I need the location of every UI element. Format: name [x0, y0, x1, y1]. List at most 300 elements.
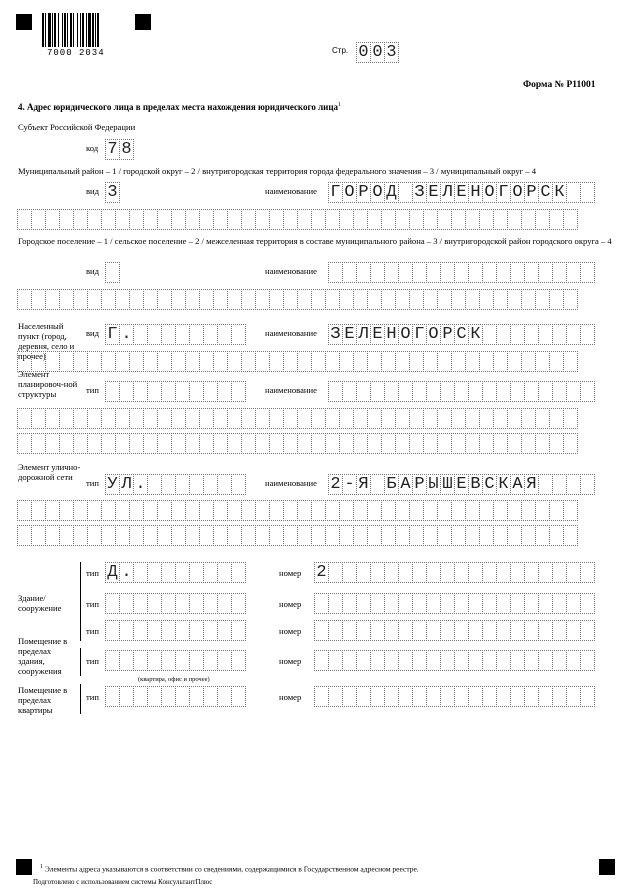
- char-cell: [213, 525, 228, 546]
- char-cell: [496, 262, 511, 283]
- char-cell: [566, 262, 581, 283]
- char-cell: [538, 650, 553, 671]
- street-name-label: наименование: [265, 478, 317, 488]
- char-cell: [479, 433, 494, 454]
- barcode-bar: [86, 13, 87, 47]
- char-cell: [157, 525, 172, 546]
- char-cell: [175, 620, 190, 641]
- char-cell: [241, 351, 256, 372]
- char-cell: [580, 650, 595, 671]
- char-cell: [465, 525, 480, 546]
- char-cell: [521, 433, 536, 454]
- char-cell: [496, 381, 511, 402]
- char-cell: [31, 500, 46, 521]
- char-cell: [227, 500, 242, 521]
- char-cell: [189, 686, 204, 707]
- char-cell: О: [370, 182, 385, 203]
- char-cell: [454, 381, 469, 402]
- char-cell: [437, 209, 452, 230]
- locality-label: Населенный пункт (город, деревня, село и прочее): [18, 321, 75, 361]
- char-cell: [175, 650, 190, 671]
- char-cell: О: [398, 324, 413, 345]
- char-cell: 2: [328, 474, 343, 495]
- char-cell: [105, 620, 120, 641]
- char-cell: [454, 562, 469, 583]
- char-cell: [395, 351, 410, 372]
- barcode-bar: [77, 13, 78, 47]
- char-cell: 8: [119, 139, 134, 160]
- char-cell: [440, 381, 455, 402]
- char-cell: [535, 289, 550, 310]
- char-cell: [549, 500, 564, 521]
- char-cell: [409, 408, 424, 429]
- settlement-name-label: наименование: [265, 266, 317, 276]
- char-cell: [367, 433, 382, 454]
- char-cell: [217, 593, 232, 614]
- char-cell: [465, 209, 480, 230]
- settlement-type-grid[interactable]: [105, 262, 119, 283]
- char-cell: [161, 474, 176, 495]
- char-cell: [563, 351, 578, 372]
- char-cell: [45, 525, 60, 546]
- char-cell: [426, 620, 441, 641]
- char-cell: [384, 620, 399, 641]
- char-cell: [189, 562, 204, 583]
- char-cell: [510, 650, 525, 671]
- char-cell: [185, 351, 200, 372]
- corner-marker-top-right: [135, 14, 151, 30]
- planning-type-grid[interactable]: [105, 381, 245, 402]
- char-cell: [426, 262, 441, 283]
- locality-name-grid-row2[interactable]: [17, 351, 577, 372]
- char-cell: О: [510, 182, 525, 203]
- planning-label: Элемент планировоч-ной структуры: [18, 369, 78, 399]
- char-cell: [328, 650, 343, 671]
- char-cell: [580, 620, 595, 641]
- char-cell: [521, 408, 536, 429]
- char-cell: [59, 408, 74, 429]
- char-cell: О: [426, 324, 441, 345]
- char-cell: [328, 620, 343, 641]
- char-cell: [157, 289, 172, 310]
- char-cell: [143, 351, 158, 372]
- char-cell: [381, 289, 396, 310]
- apartment-type-grid[interactable]: [105, 686, 245, 707]
- char-cell: [203, 650, 218, 671]
- char-cell: [87, 433, 102, 454]
- char-cell: [189, 381, 204, 402]
- char-cell: [493, 433, 508, 454]
- barcode-bar: [62, 13, 63, 47]
- char-cell: К: [496, 474, 511, 495]
- char-cell: [580, 686, 595, 707]
- char-cell: [213, 209, 228, 230]
- premises-type-grid[interactable]: [105, 650, 245, 671]
- barcode-bar: [67, 13, 68, 47]
- char-cell: [580, 562, 595, 583]
- locality-type-grid[interactable]: [105, 324, 245, 345]
- char-cell: [409, 433, 424, 454]
- premises-label: Помещение в пределах здания, сооружения: [18, 636, 68, 676]
- char-cell: [119, 650, 134, 671]
- municipal-name-label: наименование: [265, 186, 317, 196]
- char-cell: [412, 262, 427, 283]
- char-cell: [507, 525, 522, 546]
- char-cell: [496, 686, 511, 707]
- char-cell: [171, 351, 186, 372]
- prepared-by: Подготовлено с использованием системы КонсультантПлюс: [33, 878, 213, 886]
- char-cell: [566, 593, 581, 614]
- premises-type-label: тип: [86, 656, 99, 666]
- char-cell: [566, 650, 581, 671]
- char-cell: [115, 408, 130, 429]
- char-cell: [524, 620, 539, 641]
- char-cell: 0: [356, 42, 371, 63]
- char-cell: [147, 474, 162, 495]
- char-cell: [87, 351, 102, 372]
- char-cell: [451, 500, 466, 521]
- building-label: Здание/ сооружение: [18, 593, 62, 613]
- char-cell: З: [412, 182, 427, 203]
- planning-name-grid-row3[interactable]: [17, 433, 577, 454]
- char-cell: [17, 289, 32, 310]
- char-cell: [510, 620, 525, 641]
- char-cell: [311, 433, 326, 454]
- char-cell: [314, 650, 329, 671]
- char-cell: [496, 593, 511, 614]
- char-cell: [161, 620, 176, 641]
- char-cell: 2: [314, 562, 329, 583]
- char-cell: [535, 209, 550, 230]
- barcode-bar: [80, 13, 81, 47]
- char-cell: [147, 324, 162, 345]
- char-cell: [552, 620, 567, 641]
- char-cell: [412, 593, 427, 614]
- char-cell: [409, 525, 424, 546]
- planning-name-grid-row2[interactable]: [17, 408, 577, 429]
- premises-num-grid[interactable]: [314, 650, 594, 671]
- char-cell: [384, 381, 399, 402]
- char-cell: [381, 351, 396, 372]
- char-cell: [147, 593, 162, 614]
- char-cell: [227, 433, 242, 454]
- char-cell: [451, 408, 466, 429]
- char-cell: [283, 351, 298, 372]
- char-cell: Ы: [426, 474, 441, 495]
- char-cell: [451, 351, 466, 372]
- char-cell: [311, 351, 326, 372]
- char-cell: [423, 525, 438, 546]
- char-cell: [339, 289, 354, 310]
- settlement-type-label: вид: [86, 266, 100, 276]
- char-cell: [535, 351, 550, 372]
- char-cell: [203, 620, 218, 641]
- char-cell: [482, 620, 497, 641]
- char-cell: [384, 262, 399, 283]
- char-cell: [521, 209, 536, 230]
- char-cell: [482, 650, 497, 671]
- char-cell: О: [482, 182, 497, 203]
- char-cell: [566, 381, 581, 402]
- char-cell: [342, 620, 357, 641]
- char-cell: [213, 351, 228, 372]
- char-cell: [203, 381, 218, 402]
- char-cell: [482, 562, 497, 583]
- char-cell: [231, 593, 246, 614]
- char-cell: [59, 209, 74, 230]
- char-cell: [437, 433, 452, 454]
- street-name-grid-row2[interactable]: [17, 500, 577, 521]
- apartment-num-grid[interactable]: [314, 686, 594, 707]
- street-name-grid-row3[interactable]: [17, 525, 577, 546]
- char-cell: [563, 289, 578, 310]
- char-cell: [563, 433, 578, 454]
- char-cell: Л: [356, 324, 371, 345]
- char-cell: [549, 351, 564, 372]
- char-cell: [381, 433, 396, 454]
- char-cell: [482, 324, 497, 345]
- char-cell: [73, 500, 88, 521]
- char-cell: [479, 500, 494, 521]
- char-cell: [213, 433, 228, 454]
- building-bracket: [80, 562, 81, 641]
- char-cell: [297, 408, 312, 429]
- char-cell: [367, 209, 382, 230]
- char-cell: [171, 408, 186, 429]
- char-cell: [423, 433, 438, 454]
- char-cell: [297, 433, 312, 454]
- char-cell: [549, 433, 564, 454]
- char-cell: [412, 620, 427, 641]
- char-cell: [549, 525, 564, 546]
- char-cell: [227, 209, 242, 230]
- char-cell: С: [454, 324, 469, 345]
- locality-name-grid[interactable]: [328, 324, 594, 345]
- char-cell: [493, 351, 508, 372]
- subject-code-grid[interactable]: [105, 139, 133, 160]
- char-cell: [129, 351, 144, 372]
- char-cell: [175, 593, 190, 614]
- char-cell: [255, 525, 270, 546]
- settlement-name-grid[interactable]: [328, 262, 594, 283]
- char-cell: [161, 686, 176, 707]
- footnote-mark: 1: [40, 864, 43, 870]
- apartment-num-label: номер: [279, 692, 302, 702]
- char-cell: [395, 209, 410, 230]
- char-cell: 7: [105, 139, 120, 160]
- char-cell: [147, 686, 162, 707]
- char-cell: [171, 525, 186, 546]
- section-title-text: 4. Адрес юридического лица в пределах места нахождения юридического лица: [18, 102, 339, 112]
- char-cell: [328, 562, 343, 583]
- char-cell: [311, 500, 326, 521]
- building-num-grid[interactable]: [314, 562, 594, 583]
- char-cell: [353, 408, 368, 429]
- char-cell: С: [538, 182, 553, 203]
- char-cell: [496, 650, 511, 671]
- char-cell: [231, 381, 246, 402]
- char-cell: [119, 620, 134, 641]
- char-cell: [87, 408, 102, 429]
- street-name-grid[interactable]: [328, 474, 594, 495]
- char-cell: [356, 620, 371, 641]
- char-cell: [17, 408, 32, 429]
- planning-type-label: тип: [86, 385, 99, 395]
- char-cell: [87, 500, 102, 521]
- char-cell: Е: [454, 474, 469, 495]
- municipal-name-grid[interactable]: [328, 182, 594, 203]
- char-cell: [203, 324, 218, 345]
- char-cell: [580, 324, 595, 345]
- building-type-grid[interactable]: [105, 562, 245, 583]
- char-cell: А: [398, 474, 413, 495]
- char-cell: [161, 381, 176, 402]
- char-cell: [45, 289, 60, 310]
- char-cell: [482, 686, 497, 707]
- locality-name-label: наименование: [265, 328, 317, 338]
- char-cell: [325, 351, 340, 372]
- char-cell: [241, 209, 256, 230]
- char-cell: [105, 650, 120, 671]
- char-cell: [552, 562, 567, 583]
- char-cell: [328, 381, 343, 402]
- municipal-name-grid-row2[interactable]: [17, 209, 577, 230]
- char-cell: [339, 209, 354, 230]
- char-cell: [563, 525, 578, 546]
- municipal-type-grid[interactable]: [105, 182, 119, 203]
- char-cell: [552, 650, 567, 671]
- char-cell: [311, 209, 326, 230]
- char-cell: [325, 289, 340, 310]
- char-cell: [185, 433, 200, 454]
- char-cell: .: [119, 562, 134, 583]
- char-cell: [31, 289, 46, 310]
- char-cell: [381, 408, 396, 429]
- char-cell: [185, 289, 200, 310]
- char-cell: [479, 525, 494, 546]
- char-cell: [297, 351, 312, 372]
- char-cell: [412, 562, 427, 583]
- char-cell: [370, 686, 385, 707]
- char-cell: [510, 562, 525, 583]
- char-cell: [129, 408, 144, 429]
- char-cell: [437, 525, 452, 546]
- char-cell: [521, 289, 536, 310]
- char-cell: [73, 408, 88, 429]
- char-cell: [538, 474, 553, 495]
- char-cell: [507, 433, 522, 454]
- char-cell: [217, 650, 232, 671]
- char-cell: [370, 262, 385, 283]
- char-cell: [115, 351, 130, 372]
- char-cell: [175, 474, 190, 495]
- char-cell: [217, 620, 232, 641]
- char-cell: [580, 474, 595, 495]
- char-cell: [538, 562, 553, 583]
- char-cell: [87, 209, 102, 230]
- char-cell: [398, 262, 413, 283]
- char-cell: [161, 562, 176, 583]
- char-cell: [269, 351, 284, 372]
- char-cell: [493, 289, 508, 310]
- char-cell: Г: [412, 324, 427, 345]
- corner-marker-bottom-right: [599, 859, 615, 875]
- char-cell: [255, 289, 270, 310]
- char-cell: [409, 289, 424, 310]
- char-cell: [171, 289, 186, 310]
- char-cell: [412, 686, 427, 707]
- char-cell: [241, 500, 256, 521]
- char-cell: [353, 209, 368, 230]
- street-type-label: тип: [86, 478, 99, 488]
- char-cell: О: [342, 182, 357, 203]
- char-cell: [255, 209, 270, 230]
- page-label: Стр.: [332, 46, 349, 55]
- building-num-grid[interactable]: [314, 620, 594, 641]
- char-cell: [227, 408, 242, 429]
- char-cell: Д: [384, 182, 399, 203]
- char-cell: [17, 525, 32, 546]
- char-cell: К: [552, 182, 567, 203]
- char-cell: [297, 289, 312, 310]
- char-cell: [552, 474, 567, 495]
- premises-bracket: [80, 648, 81, 676]
- planning-name-grid[interactable]: [328, 381, 594, 402]
- barcode-bar: [73, 13, 74, 47]
- building-num-label: номер: [279, 599, 302, 609]
- building-type-grid[interactable]: [105, 593, 245, 614]
- char-cell: [535, 525, 550, 546]
- char-cell: [479, 408, 494, 429]
- char-cell: [45, 408, 60, 429]
- char-cell: [356, 262, 371, 283]
- street-type-grid[interactable]: [105, 474, 245, 495]
- building-type-grid[interactable]: [105, 620, 245, 641]
- char-cell: [157, 408, 172, 429]
- char-cell: [563, 500, 578, 521]
- settlement-name-grid-row2[interactable]: [17, 289, 577, 310]
- char-cell: [580, 182, 595, 203]
- char-cell: [549, 408, 564, 429]
- char-cell: [101, 525, 116, 546]
- char-cell: [353, 351, 368, 372]
- char-cell: [437, 289, 452, 310]
- char-cell: [367, 500, 382, 521]
- char-cell: [101, 351, 116, 372]
- char-cell: [549, 209, 564, 230]
- char-cell: [538, 593, 553, 614]
- char-cell: [342, 686, 357, 707]
- char-cell: [213, 408, 228, 429]
- char-cell: [398, 620, 413, 641]
- char-cell: [510, 262, 525, 283]
- char-cell: [566, 324, 581, 345]
- char-cell: [367, 525, 382, 546]
- char-cell: [496, 324, 511, 345]
- char-cell: [115, 525, 130, 546]
- char-cell: [342, 650, 357, 671]
- building-num-grid[interactable]: [314, 593, 594, 614]
- char-cell: [395, 433, 410, 454]
- char-cell: [231, 562, 246, 583]
- premises-num-label: номер: [279, 656, 302, 666]
- char-cell: [538, 686, 553, 707]
- char-cell: [157, 351, 172, 372]
- char-cell: [367, 289, 382, 310]
- char-cell: [566, 620, 581, 641]
- char-cell: [370, 620, 385, 641]
- char-cell: [325, 433, 340, 454]
